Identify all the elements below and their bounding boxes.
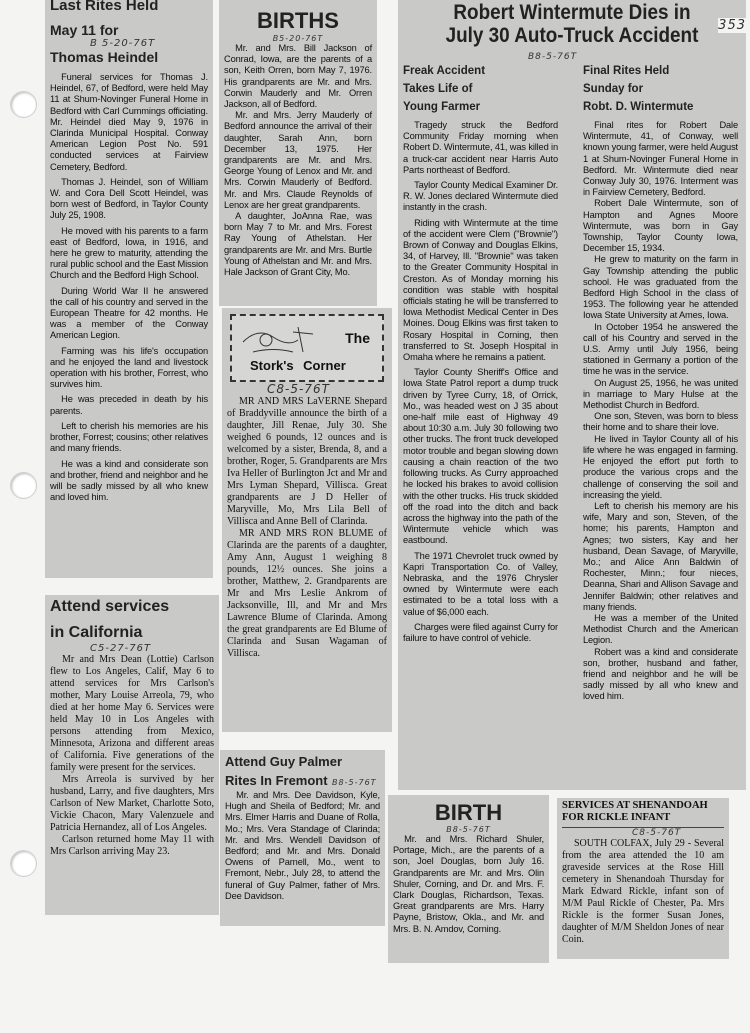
clipping-rickle (557, 798, 729, 959)
headline (562, 800, 724, 828)
paragraph: He moved with his parents to a farm east of Bedford, Iowa, in 1916, and here he grew to maturity, attending the rural public school and the East Mission Church and the Bedford High School. (50, 225, 208, 281)
paragraph: Robert was a kind and considerate son, brother, husband and father, friend and neighbor and he will be sadly missed by all who knew and loved him. (583, 646, 738, 702)
banner-title: The (345, 330, 370, 346)
paragraph: Mr. and Mrs. Richard Shuler, Portage, Mich., are the parents of a son, Joel Douglas, born July 16. Grandparents are Mr. and Mrs. Olin Shuler, Corning, and Dr. and Mrs. F. Clark Douglas, Richardson, Texas. Great grandparents are Mrs. Harry Payne, Bristow, Okla., and Mr. and Mrs. B. N. Amdov, Corning. (393, 834, 544, 934)
subheadline-line: Robt. D. Wintermute (583, 101, 694, 113)
paragraph: A daughter, JoAnna Rae, was born May 7 to Mr. and Mrs. Forest Ray Young of Athelstan. Her grandparents are Mr. and Mrs. Burtle Young of Athelstan and Mr. and Mrs. Hale Jackson of Grant City, Mo. (224, 211, 372, 278)
article-body (50, 654, 214, 858)
paragraph: Mr. and Mrs. Bill Jackson of Conrad, Iowa, are the parents of a son, Keith Orren, born May 7, 1976. His grandparents are Mr. and Mrs. Corwin Mauderly and Mr. Orren Jackson, all of Bedford. (224, 43, 372, 110)
headline: Rites In Fremont (225, 773, 328, 788)
subheadline (583, 62, 738, 116)
subheadline-line: Takes Life of (403, 83, 473, 95)
article-body (227, 396, 387, 660)
headline: Attend services (50, 598, 170, 615)
headline: Last Rites Held (50, 0, 159, 14)
binder-hole (10, 91, 37, 118)
paragraph: He was preceded in death by his parents. (50, 394, 208, 416)
headline-line: FOR RICKLE INFANT (562, 812, 671, 823)
headline: May 11 for (50, 22, 119, 38)
clipping-guy-palmer (220, 750, 385, 926)
date-notation: B8-5-76T (528, 52, 578, 62)
paragraph: Riding with Wintermute at the time of the accident were Clem ("Brownie") Brown of Conway and Douglas Elkins, 34, of Harvey, Ill. "Brownie" was taken to the Greater Community Hospital in Creston. As of Monday morning his condition was stable with hospital officials stating he will be transferred to Iowa Methodist Medical Center in Des Moines. Doug Elkins was first taken to Rosary Hospital in Corning, then transferred to St. Joseph Hospital in Omaha where he remains a patient. (403, 217, 558, 363)
binder-hole (10, 472, 37, 499)
headline: in California (50, 624, 143, 641)
paragraph: Farming was his life's occupation and he enjoyed the land and livestock operation with his brother, Forrest, who survives him. (50, 345, 208, 390)
paragraph: Mr and Mrs Dean (Lottie) Carlson flew to Los Angeles, Calif, May 6 to attend services for Mrs Carlson's mother, Mary Louise Arreola, 79, who died at her home May 6. Services were held May 10 in Los Angeles with persons attending from Mexico, Minnesota, Arizona and different areas of California. Five generations of the family were present for the services. (50, 654, 214, 773)
article-left-column (403, 62, 558, 648)
paragraph: Robert Dale Wintermute, son of Hampton and Agnes Moore Wintermute, was born in Gay Township, Taylor County Iowa, December 15, 1934. (583, 198, 738, 254)
article-body (583, 120, 738, 703)
paragraph: Left to cherish his memories are his brother, Forrest; cousins; other relatives and many friends. (50, 420, 208, 454)
clipping-california (45, 595, 219, 915)
clipping-birth (388, 795, 549, 963)
article-body (562, 838, 724, 946)
paragraph: MR AND MRS RON BLUME of Clarinda are the parents of a daughter, Amy Ann, August 1 weighing 8 pounds, 12½ ounces. She joins a brother, Matthew, 2. Grandparents are Mr and Mrs Leslie Ankrom of Jacksonville, Ill, and Mr and Mrs Lawrence Blume of Clarinda. Among the great grandparents are Ed Blume of Clarinda and Susan Wagaman of Villisca. (227, 528, 387, 659)
date-notation: B 5-20-76T (90, 38, 156, 49)
clipping-last-rites (45, 0, 213, 578)
subheadline (403, 62, 558, 116)
date-notation: C8-5-76T (632, 828, 682, 838)
paragraph: One son, Steven, was born to bless their home and to share their love. (583, 411, 738, 433)
page-number: 353 (718, 18, 746, 33)
date-notation: B8-5-76T (446, 825, 491, 834)
article-body (403, 120, 558, 644)
banner-title: Stork's Corner (250, 358, 346, 373)
paragraph: Thomas J. Heindel, son of William W. and Cora Dell Scott Heindel, was born west of Bedford, in Taylor County July 25, 1908. (50, 176, 208, 221)
headline: Thomas Heindel (50, 49, 159, 65)
paragraph: Final rites for Robert Dale Wintermute, 41, of Conway, well known young farmer, were held August 1 at Shum-Novinger Funeral Home in Bedford. Mr. Wintermute died near Conway July 30, 1976. Interment was in Fairview Cemetery, Bedford. (583, 120, 738, 198)
subheadline-line: Young Farmer (403, 101, 481, 113)
headline-line: SERVICES AT SHENANDOAH (562, 800, 708, 811)
article-body (224, 43, 372, 278)
article-body (50, 72, 208, 503)
date-notation: B5-20-76T (272, 34, 324, 43)
paragraph: Carlson returned home May 11 with Mrs Carlson arriving May 23. (50, 834, 214, 857)
storks-corner-banner (230, 314, 384, 382)
article-body (225, 790, 380, 902)
date-notation: B8-5-76T (332, 778, 377, 787)
paragraph: In October 1954 he answered the call of his Country and served in the U.S. Army until July 1956, being stationed in Germany a portion of the time he was in the service. (583, 321, 738, 377)
headline: Attend Guy Palmer (225, 754, 343, 769)
clipping-wintermute (398, 0, 746, 790)
paragraph: SOUTH COLFAX, July 29 - Several from the area attended the 10 am graveside services at the Rose Hill cemetery in Shenandoah Thursday for Mark Edward Rickle, infant son of M/M Paul Rickle of Chester, Pa. Mrs Rickle is the former Susan Jones, daughter of M/M Sheldon Jones of near Coin. (562, 838, 724, 945)
clipping-storks-corner (222, 308, 392, 732)
paragraph: Mr. and Mrs. Jerry Mauderly of Bedford announce the arrival of their daughter, Sarah Ann, born December 13, 1975. Her grandparents are Mr. and Mrs. George Young of Lenox and Mr. and Mrs. Corwin Mauderly of Bedford. Mr. and Mrs. Claude Reynolds of Lenox are her great grandparents. (224, 110, 372, 210)
headline: July 30 Auto-Truck Accident (445, 24, 699, 47)
headline: BIRTH (434, 800, 503, 825)
article-body (393, 834, 544, 935)
paragraph: Mr. and Mrs. Dee Davidson, Kyle, Hugh and Sheila of Bedford; Mr. and Mrs. Elmer Harris and Duane of Rolla, Mo.; Mrs. Vera Standage of Clarinda; Mr. and Mrs. Wendell Davidson of Bedford; and Mr. and Mrs. Donald Owens of Parnell, Mo., went to Fremont, Nebr., July 28, to attend the funeral of Guy Palmer, father of Mrs. Dee Davidson. (225, 790, 380, 901)
paragraph: The 1971 Chevrolet truck owned by Kapri Transportation Co. of Valley, Nebraska, and the 1976 Chrysler owned by Wintermute were each estimated to be a total loss with a value of $6,000 each. (403, 550, 558, 617)
paragraph: Mrs Arreola is survived by her husband, Larry, and five daughters, Mrs Carlson of New Market, Charlotte Soto, Vickie Chacon, Mary Valenzuele and Patricia Hernandez, all of Los Angeles. (50, 774, 214, 833)
headline: Robert Wintermute Dies in (453, 1, 691, 24)
paragraph: Taylor County Medical Examiner Dr. R. W. Jones declared Wintermute died instantly in the crash. (403, 180, 558, 213)
subheadline-line: Final Rites Held (583, 65, 670, 77)
article-right-column (583, 62, 738, 703)
paragraph: He was a member of the United Methodist Church and the American Legion. (583, 612, 738, 646)
binder-hole (10, 850, 37, 877)
paragraph: On August 25, 1956, he was united in marriage to Mary Hulse at the Methodist Church in Bedford. (583, 377, 738, 411)
paragraph: Tragedy struck the Bedford Community Friday morning when Robert D. Wintermute, 41, was killed in a truck-car accident near Harris Auto Parts northeast of Bedford. (403, 120, 558, 175)
subheadline-line: Sunday for (583, 83, 644, 95)
date-notation: C5-27-76T (90, 643, 152, 654)
paragraph: He was a kind and considerate son and brother, friend and neighbor and he will be sadly missed by all who knew and loved him. (50, 458, 208, 503)
paragraph: He grew to maturity on the farm in Gay Township attending the public school. He was graduated from the Bedford High School in the class of 1953. The following year he attended Iowa State University at Ames, Iowa. (583, 254, 738, 321)
paragraph: During World War II he answered the call of his country and served in the European Theatre for 42 months. He was a member of the Conway American Legion. (50, 285, 208, 341)
headline: BIRTHS (257, 8, 339, 33)
paragraph: He lived in Taylor County all of his life where he was engaged in farming. He enjoyed the effort put forth to produce the various crops and the challenge of conserving the soil and increasing the yield. (583, 433, 738, 500)
paragraph: Charges were filed against Curry for failure to have control of vehicle. (403, 621, 558, 643)
paragraph: MR AND MRS LaVERNE Shepard of Braddyville announce the birth of a daughter, Jill Renae, July 30. She weighed 6 pounds, 12 ounces and is welcomed by a sister, Brenda, 8, and a brother, Roger, 5. Grandparents are Mrs Iva Heller of Burlington Jct and Mr and Mrs Lyman Shepard, Villisca. Great grandparents are J D Heller of Maryville, Mo, Mrs Lila Bell of Villisca and Anne Bell of Clarinda. (227, 396, 387, 527)
stork-icon (238, 322, 318, 362)
subheadline-line: Freak Accident (403, 65, 486, 77)
paragraph: Funeral services for Thomas J. Heindel, 67, of Bedford, were held May 11 at Shum-Novinger Funeral Home in Bedford with Carl Cummings officiating. Mr. Heindel died May 9, 1976 in Clarinda Municipal Hospital. Conway American Legion Post No. 591 conducted services at Fairview Cemetery, Bedford. (50, 72, 208, 172)
date-notation: C8-5-76T (267, 382, 330, 396)
clipping-births (219, 0, 377, 306)
paragraph: Left to cherish his memory are his wife, Mary and son, Steven, of the home; his parents, Hampton and Agnes; two sisters, Kay and her husband, Dean Savage, of Maryville, Mo.; and Alice Ann Baldwin of Rochester, Minn.; four nieces, Deanna, Shari and Allison Savage and Jennifer Baldwin; other relatives and many friends. (583, 500, 738, 612)
paragraph: Taylor County Sheriff's Office and Iowa State Patrol report a dump truck driven by Tyree Curry, 18, of Orrick, Mo., was headed west on J 35 about one-half mile east of Highway 49 about 10:30 a.m. July 30 following two other trucks. The front truck developed motor trouble and began slowing down causing a chain reaction of the two following trucks. As Curry approached he locked his brakes to avoid collision with the other trucks. His truck skidded off the road into the ditch and back across the highway into the path of the Wintermute vehicle which was eastbound. (403, 367, 558, 546)
